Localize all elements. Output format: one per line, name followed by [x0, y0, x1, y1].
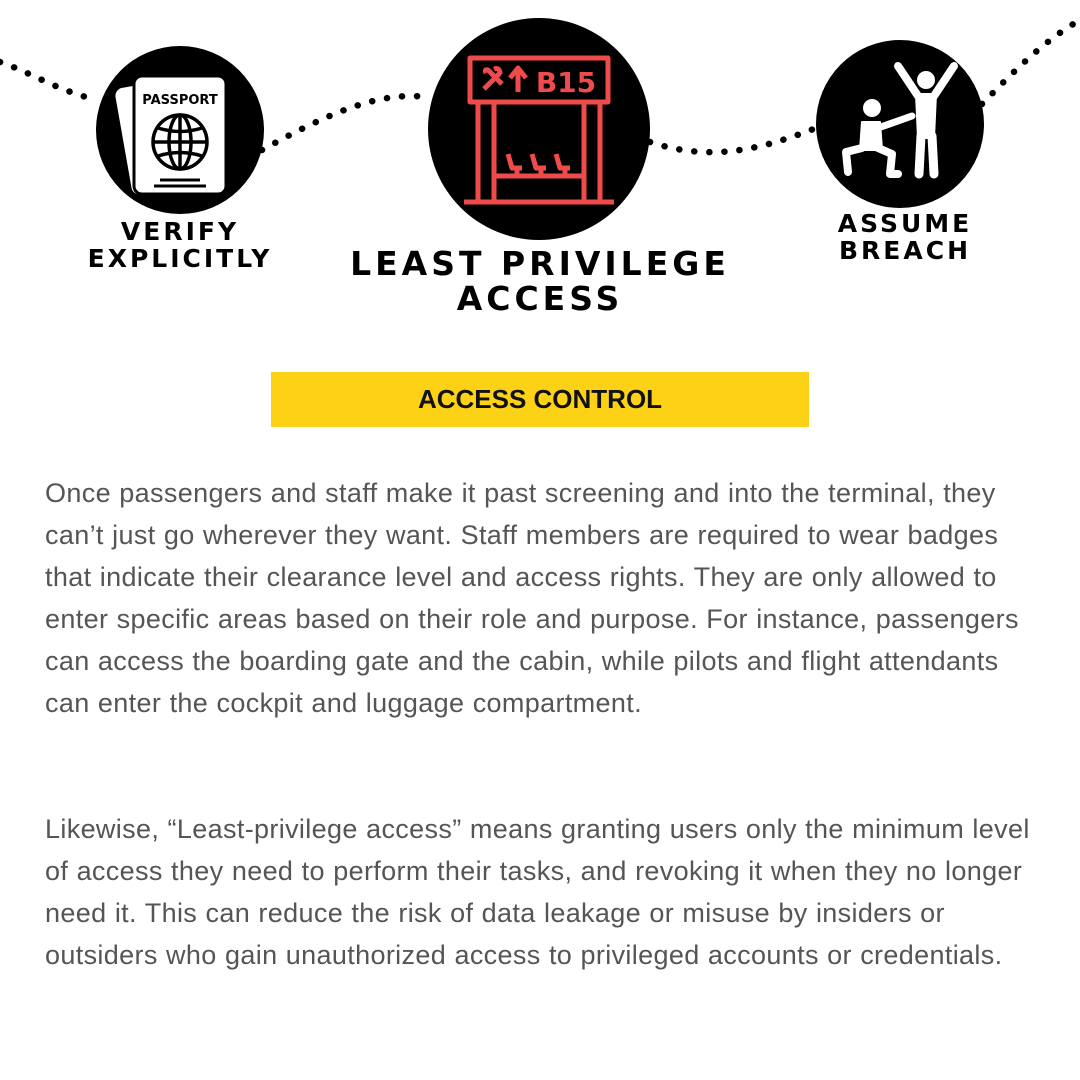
assume-breach-label	[780, 210, 1030, 264]
assume-breach-circle	[816, 40, 984, 208]
assume-breach-label-line1: ASSUME	[837, 209, 973, 238]
section-title-banner	[271, 372, 809, 427]
body-paragraph-2: Likewise, “Least-privilege access” means granting users only the minimum level of access they need to perform their tasks, and revoking it when they no longer need it. This can reduce the risk of data leakage or misuse by insiders or outsiders who gain unauthorized access to privileged accounts or credentials.	[45, 814, 1030, 970]
section-title: ACCESS CONTROL	[417, 384, 663, 414]
passport-icon	[96, 46, 264, 214]
verify-explicitly-label	[60, 218, 300, 272]
passport-icon-text: PASSPORT	[142, 93, 218, 108]
assume-breach-label-line2: BREACH	[838, 236, 971, 265]
least-privilege-label	[330, 246, 750, 316]
verify-label-line1: VERIFY	[120, 217, 240, 246]
security-frisk-icon	[816, 40, 984, 208]
least-privilege-label-line2: ACCESS	[456, 279, 624, 318]
least-privilege-label-line1: LEAST PRIVILEGE	[350, 244, 730, 283]
least-privilege-circle	[428, 18, 650, 240]
gate-sign-icon	[428, 18, 650, 240]
verify-explicitly-circle	[96, 46, 264, 214]
verify-label-line2: EXPLICITLY	[87, 244, 273, 273]
body-paragraph-1: Once passengers and staff make it past screening and into the terminal, they can’t just go wherever they want. Staff members are required to wear badges that indicate their clearance level and access rights. They are only allowed to enter specific areas based on their role and purpose. For instance, passengers can access the boarding gate and the cabin, while pilots and flight attendants can enter the cockpit and luggage compartment.	[45, 478, 1019, 718]
gate-number-text: B15	[535, 66, 597, 99]
